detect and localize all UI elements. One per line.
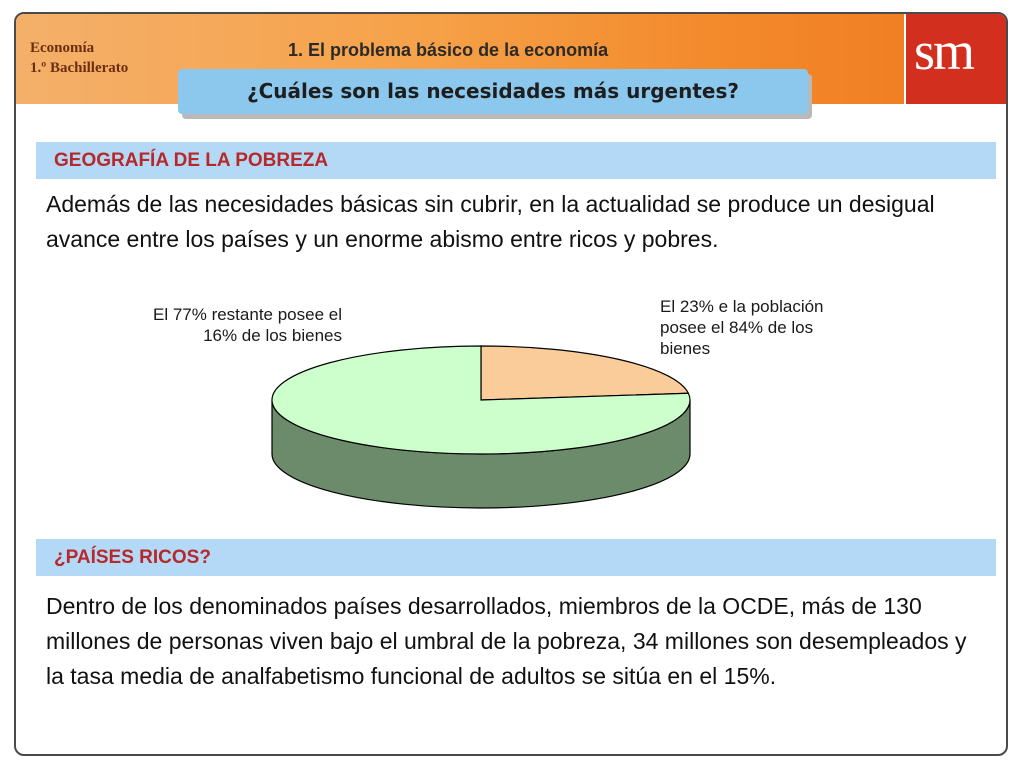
section-heading-poverty: GEOGRAFÍA DE LA POBREZA [36,142,996,179]
chart-label-minority-line1: El 23% e la población [660,297,824,316]
chart-label-majority [102,304,342,346]
question-banner: ¿Cuáles son las necesidades más urgentes? [178,69,808,114]
rich-countries-paragraph: Dentro de los denominados países desarrollados, miembros de la OCDE, más de 130 millones de personas viven bajo el umbral de la pobreza, 34 millones son desempleados y la tasa media de analfabetismo funcional de adultos se sitúa en el 15%. [46,593,967,689]
chart-label-majority-line1: El 77% restante posee el [152,305,342,324]
chart-label-minority-line3: bienes [660,339,711,358]
section-heading-rich-countries: ¿PAÍSES RICOS? [36,539,996,576]
subject-name: Economía [30,40,95,56]
pie-slice-1 [481,346,688,400]
slide [14,12,1008,756]
poverty-paragraph: Además de las necesidades básicas sin cubrir, en la actualidad se produce un desigual avance entre los países y un enorme abismo entre ricos y pobres. [46,191,935,252]
chapter-title: 1. El problema básico de la economía [288,40,609,60]
chart-label-minority [660,296,880,359]
chart-label-minority-line2: posee el 84% de los [660,318,814,337]
course-name: 1.º Bachillerato [30,60,129,76]
chart-label-majority-line2: 16% de los bienes [203,326,342,345]
sm-logo-text: sm [914,21,974,81]
